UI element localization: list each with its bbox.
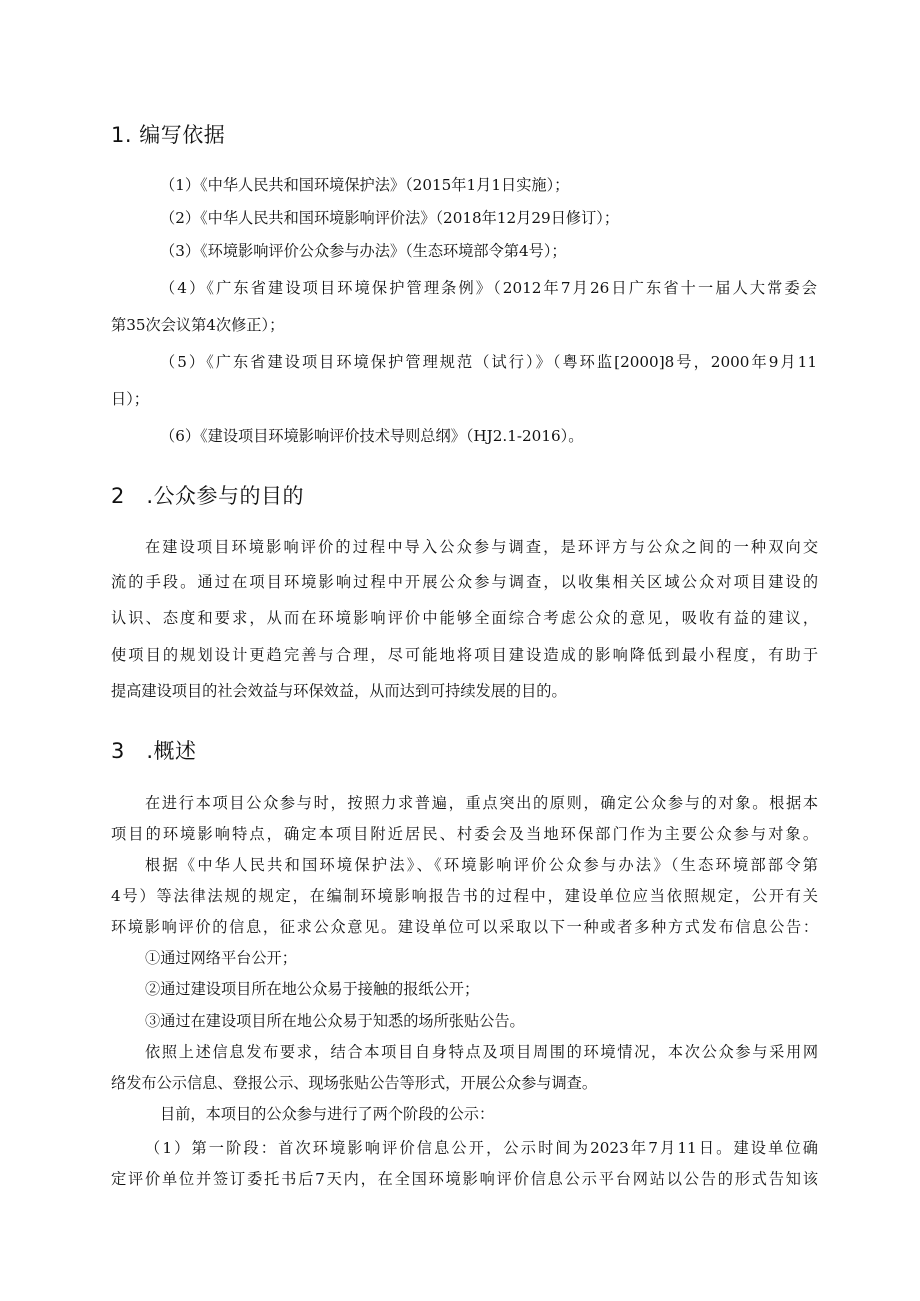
overview-line-1: 在进行本项目公众参与时，按照力求普遍，重点突出的原则，确定公众参与的对象。根据本 bbox=[145, 794, 818, 812]
reference-1: （1）《中华人民共和国环境保护法》（2015年1月1日实施）； bbox=[160, 176, 570, 194]
overview-line-10: 络发布公示信息、登报公示、现场张贴公告等形式，开展公众参与调查。 bbox=[111, 1074, 597, 1092]
overview-line-12: （1）第一阶段：首次环境影响评价信息公开，公示时间为2023年7月11日。建设单位确 bbox=[145, 1139, 818, 1157]
reference-6: （6）《建设项目环境影响评价技术导则总纲》（HJ2.1-2016）。 bbox=[160, 427, 584, 445]
method-2: ②通过建设项目所在地公众易于接触的报纸公开； bbox=[145, 980, 480, 998]
reference-5-line-1: （5）《广东省建设项目环境保护管理规范（试行）》（粤环监[2000]8号，2000年9月11 bbox=[160, 353, 817, 371]
section-2-heading: 2 .公众参与的目的 bbox=[111, 484, 305, 508]
overview-line-2: 项目的环境影响特点，确定本项目附近居民、村委会及当地环保部门作为主要公众参与对象。 bbox=[111, 825, 818, 843]
reference-3: （3）《环境影响评价公众参与办法》（生态环境部令第4号）； bbox=[160, 242, 567, 260]
method-1: ①通过网络平台公开； bbox=[145, 949, 297, 967]
overview-line-9: 依照上述信息发布要求，结合本项目自身特点及项目周围的环境情况，本次公众参与采用网 bbox=[145, 1043, 818, 1061]
reference-4-line-2: 第35次会议第4次修正）； bbox=[111, 316, 285, 334]
purpose-line-2: 流的手段。通过在项目环境影响过程中开展公众参与调查，以收集相关区域公众对项目建设的 bbox=[111, 573, 818, 591]
overview-line-13: 定评价单位并签订委托书后7天内，在全国环境影响评价信息公示平台网站以公告的形式告知该 bbox=[111, 1170, 818, 1188]
overview-line-3: 根据《中华人民共和国环境保护法》、《环境影响评价公众参与办法》（生态环境部部令第 bbox=[145, 856, 818, 874]
reference-2: （2）《中华人民共和国环境影响评价法》（2018年12月29日修订）； bbox=[160, 209, 620, 227]
purpose-line-1: 在建设项目环境影响评价的过程中导入公众参与调查，是环评方与公众之间的一种双向交 bbox=[145, 538, 818, 556]
purpose-line-5: 提高建设项目的社会效益与环保效益，从而达到可持续发展的目的。 bbox=[111, 682, 567, 700]
section-1-heading: 1. 编写依据 bbox=[111, 123, 226, 147]
overview-line-11: 目前，本项目的公众参与进行了两个阶段的公示： bbox=[160, 1105, 495, 1123]
overview-line-4: 4号）等法律法规的规定，在编制环境影响报告书的过程中，建设单位应当依照规定，公开有关 bbox=[111, 887, 818, 905]
purpose-line-4: 使项目的规划设计更趋完善与合理，尽可能地将项目建设造成的影响降低到最小程度，有助于 bbox=[111, 646, 818, 664]
reference-5-line-2: 日）； bbox=[111, 390, 149, 408]
reference-4-line-1: （4）《广东省建设项目环境保护管理条例》（2012年7月26日广东省十一届人大常委会 bbox=[160, 279, 817, 297]
purpose-line-3: 认识、态度和要求，从而在环境影响评价中能够全面综合考虑公众的意见，吸收有益的建议， bbox=[111, 609, 818, 627]
method-3: ③通过在建设项目所在地公众易于知悉的场所张贴公告。 bbox=[145, 1012, 525, 1030]
overview-line-5: 环境影响评价的信息，征求公众意见。建设单位可以采取以下一种或者多种方式发布信息公告： bbox=[111, 918, 818, 936]
section-3-heading: 3 .概述 bbox=[111, 739, 197, 763]
